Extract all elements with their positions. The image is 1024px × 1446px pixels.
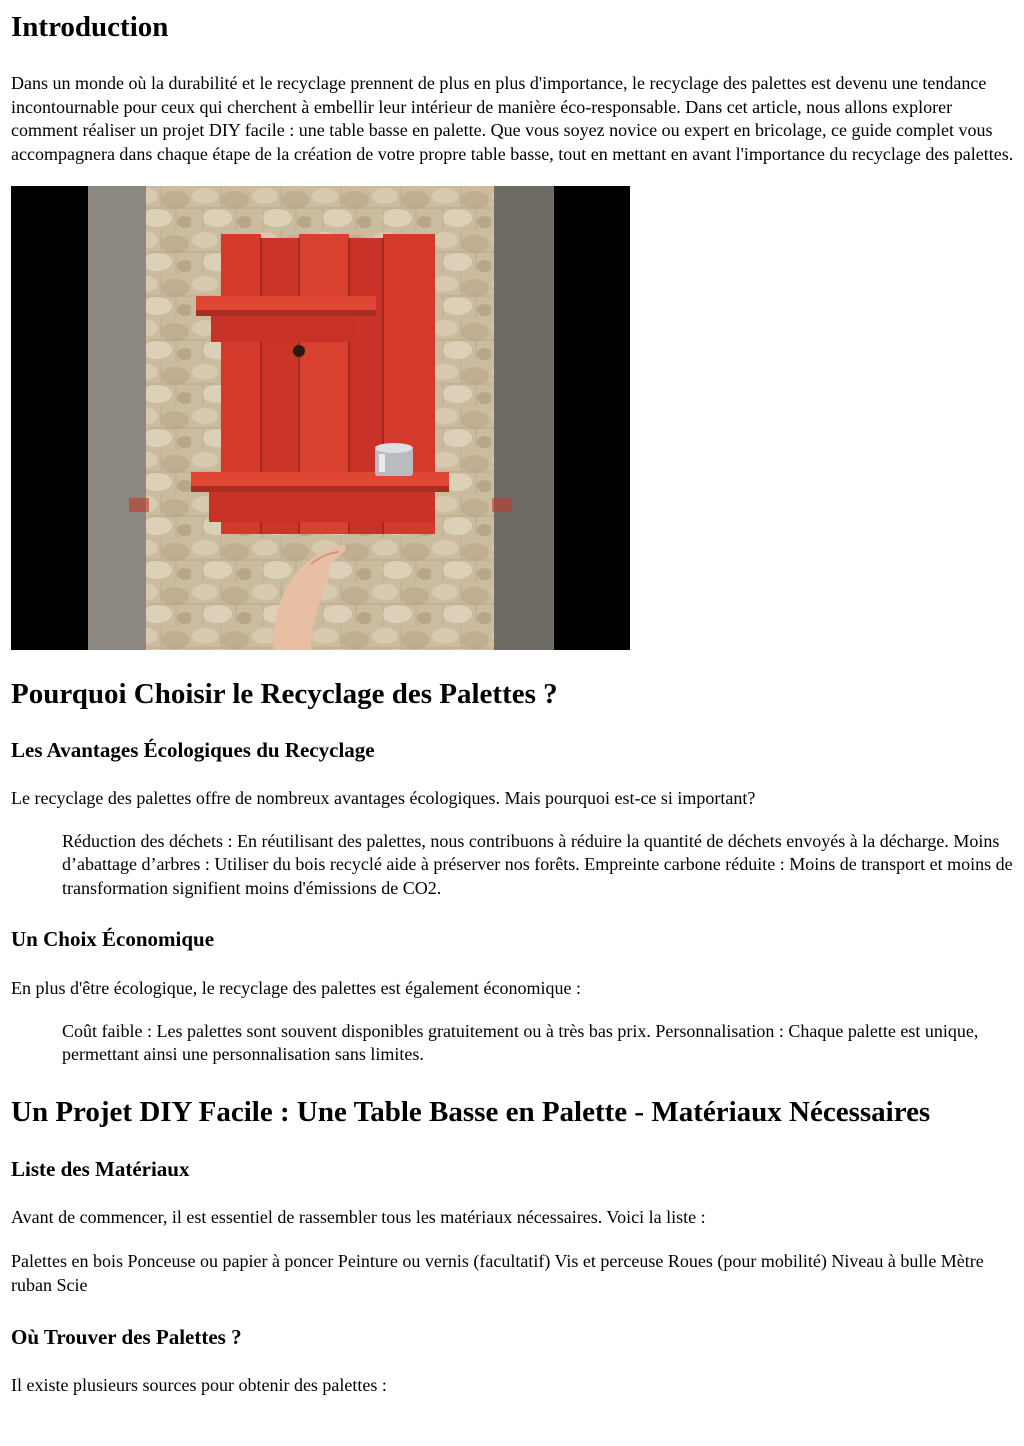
intro-heading: Introduction <box>11 11 169 43</box>
materials-intro: Avant de commencer, il est essentiel de rassembler tous les matériaux nécessaires. Voici la liste : <box>11 1206 706 1227</box>
economy-heading: Un Choix Économique <box>11 927 215 951</box>
intro-paragraph: Dans un monde où la durabilité et le recyclage prennent de plus en plus d'importance, le recyclage des palettes est devenu une tendance incontournable pour ceux qui cherchent à embellir leur intérieur de manière éco-responsable. Dans cet article, nous allons explorer comment réaliser un projet DIY facile : une table basse en palette. Que vous soyez novice ou expert en bricolage, ce guide complet vous accompagnera dans chaque étape de la création de votre propre table basse, tout en mettant en avant l'importance du recyclage des palettes. <box>11 73 1014 164</box>
diy-heading: Un Projet DIY Facile : Une Table Basse en Palette - Matériaux Nécessaires <box>11 1095 931 1128</box>
ecology-heading: Les Avantages Écologiques du Recyclage <box>11 738 375 762</box>
ecology-paragraph: Le recyclage des palettes offre de nombreux avantages écologiques. Mais pourquoi est-ce si important? <box>11 788 756 808</box>
materials-list: Palettes en bois Ponceuse ou papier à poncer Peinture ou vernis (facultatif) Vis et perceuse Roues (pour mobilité) Niveau à bulle Mètre ruban Scie <box>11 1251 984 1295</box>
article <box>11 0 1016 1398</box>
photo-red-pallet-wall-shelf-icon <box>11 186 630 650</box>
ecology-quote: Réduction des déchets : En réutilisant des palettes, nous contribuons à réduire la quantité de déchets envoyés à la décharge. Moins d’abattage d’arbres : Utiliser du bois recyclé aide à préserver nos forêts. Empreinte carbone réduite : Moins de transport et moins de transformation signifient moins d'émissions de CO2. <box>62 830 1013 898</box>
where-paragraph: Il existe plusieurs sources pour obtenir des palettes : <box>11 1375 387 1395</box>
where-heading: Où Trouver des Palettes ? <box>11 1325 242 1349</box>
materials-heading: Liste des Matériaux <box>11 1156 190 1181</box>
economy-quote: Coût faible : Les palettes sont souvent disponibles gratuitement ou à très bas prix. Personnalisation : Chaque palette est unique, permettant ainsi une personnalisation sans limites. <box>62 1020 979 1064</box>
pallet-shelf-photo <box>11 186 630 650</box>
why-heading: Pourquoi Choisir le Recyclage des Palettes ? <box>11 678 558 710</box>
economy-paragraph: En plus d'être écologique, le recyclage des palettes est également économique : <box>11 978 582 998</box>
